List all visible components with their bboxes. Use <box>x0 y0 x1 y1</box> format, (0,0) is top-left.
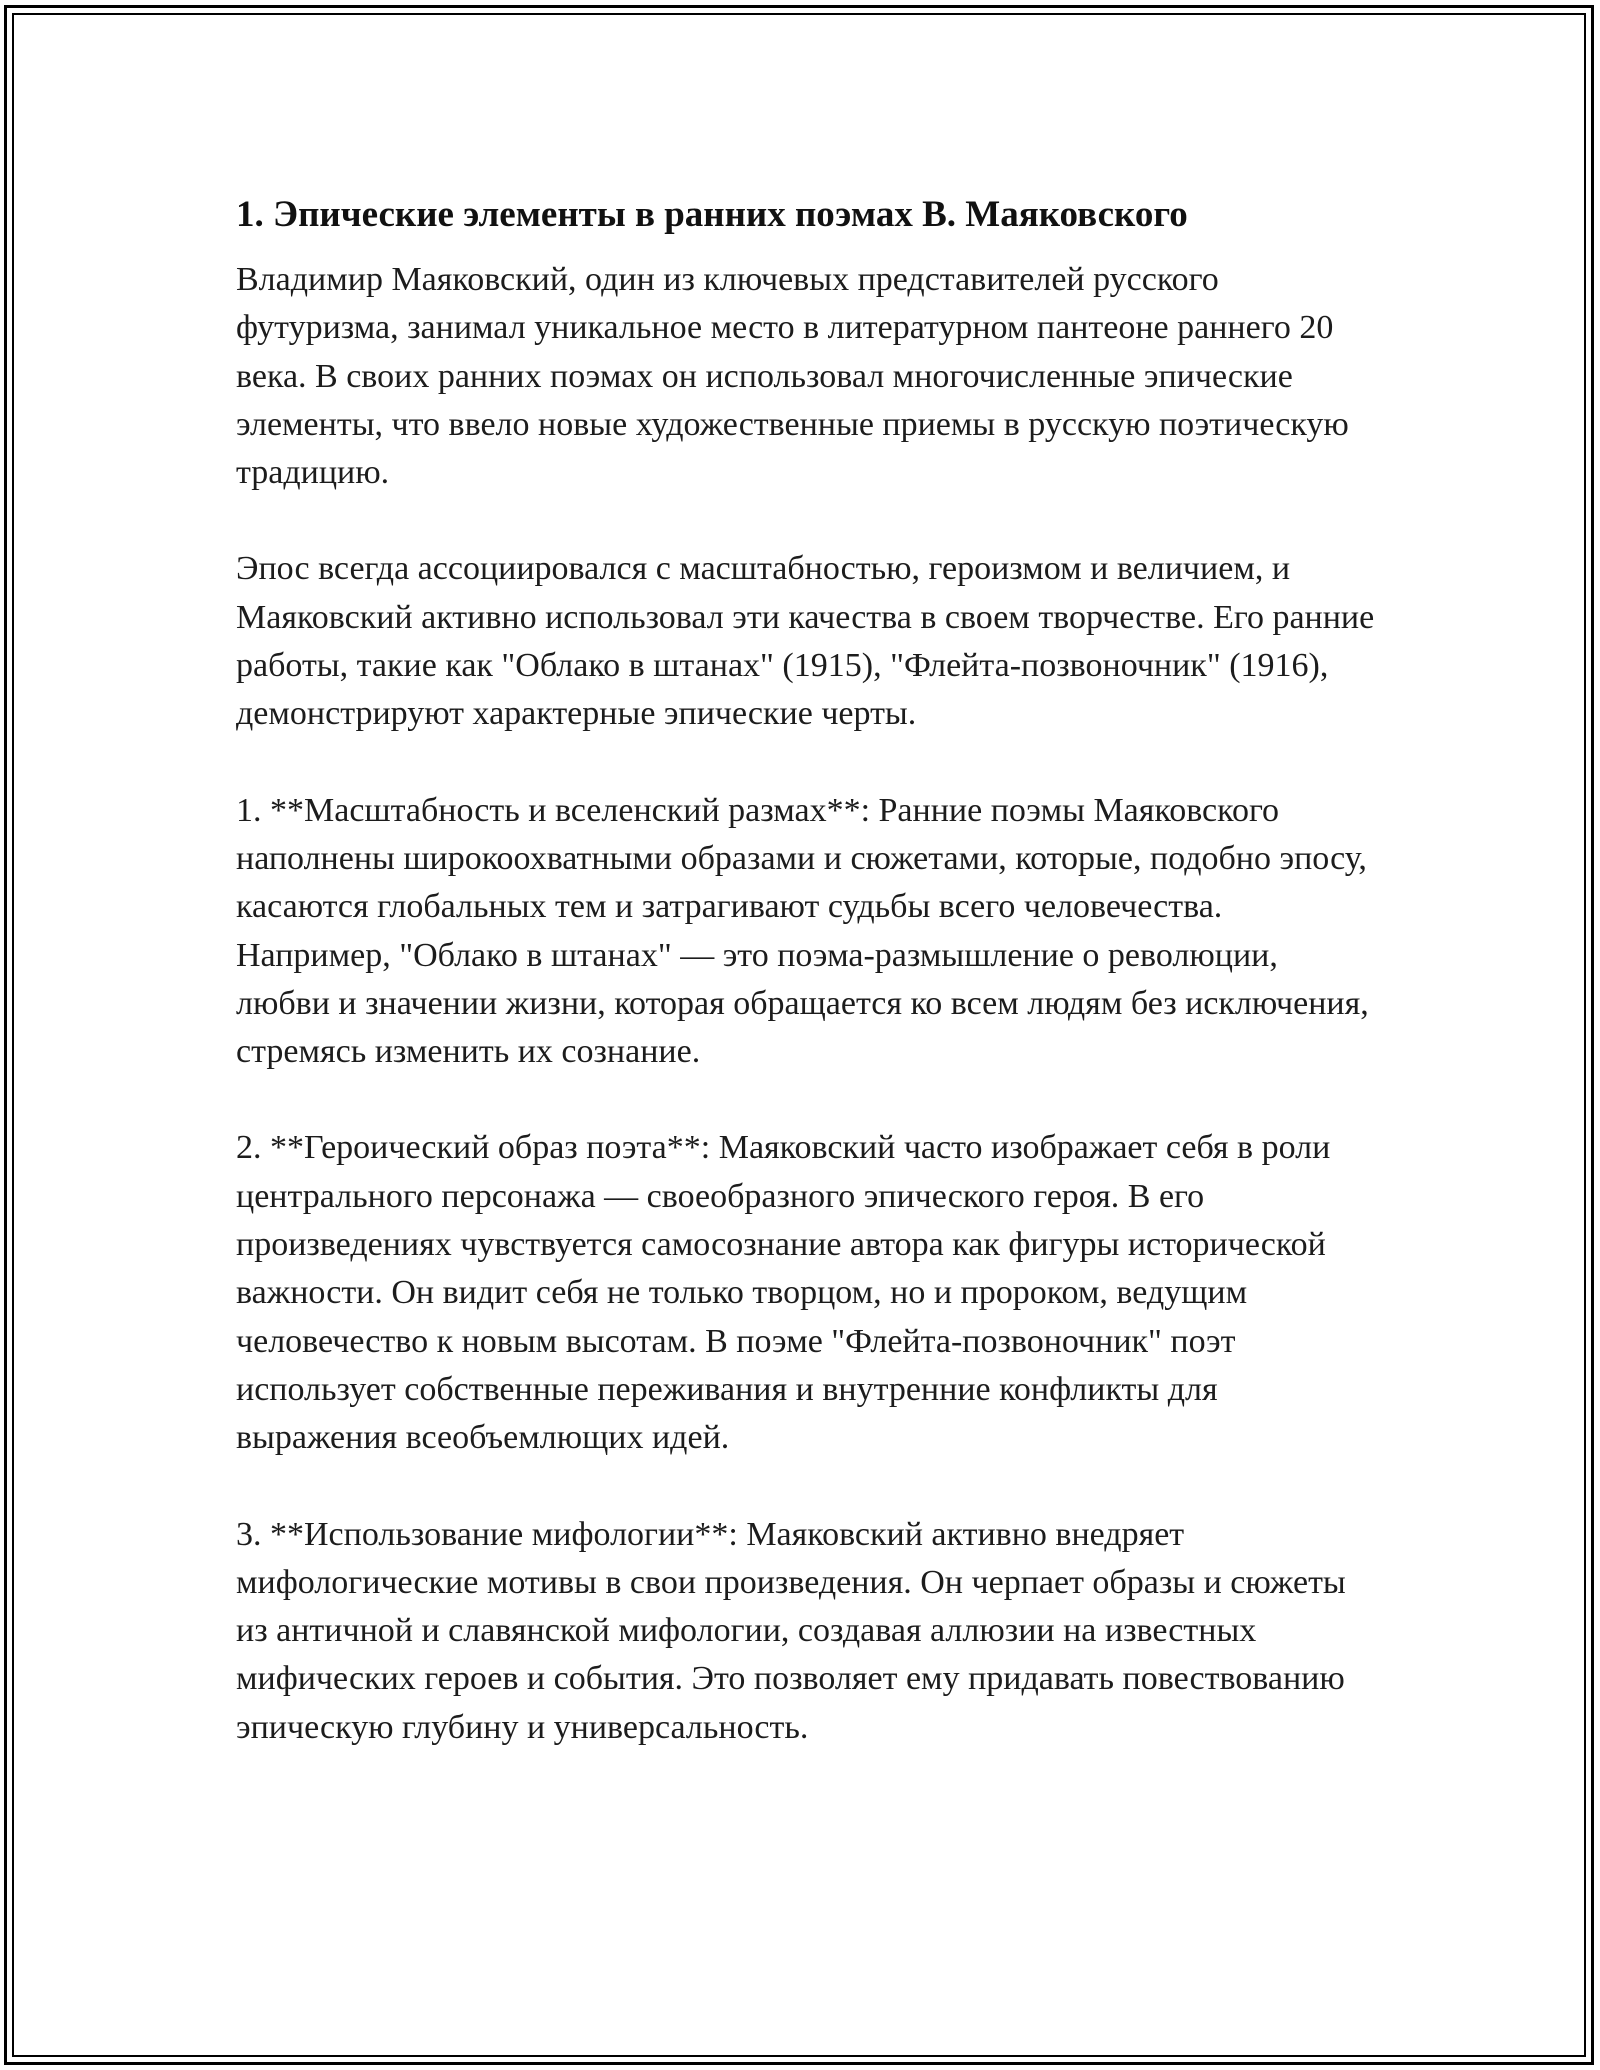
paragraph-epos: Эпос всегда ассоциировался с масштабностью, героизмом и величием, и Маяковский активно использовал эти качества в своем творчестве. Его ранние работы, такие как "Облако в штанах" (1915), "Флейта-позвоночник" (1916), демонстрируют характерные эпические черты. <box>236 550 1375 733</box>
paragraph-point-hero: 2. **Героический образ поэта**: Маяковский часто изображает себя в роли центрального персонажа — своеобразного эпического героя. В его произведениях чувствуется самосознание автора как фигуры исторической важности. Он видит себя не только творцом, но и пророком, ведущим человечество к новым высотам. В поэме "Флейта-позвоночник" поэт использует собственные переживания и внутренние конфликты для выражения всеобъемлющих идей. <box>236 1129 1331 1457</box>
paragraph-point-scale: 1. **Масштабность и вселенский размах**: Ранние поэмы Маяковского наполнены широкоохватными образами и сюжетами, которые, подобно эпосу, касаются глобальных тем и затрагивают судьбы всего человечества. Например, "Облако в штанах" — это поэма-размышление о революции, любви и значении жизни, которая обращается ко всем людям без исключения, стремясь изменить их сознание. <box>236 791 1369 1071</box>
paragraph-intro: Владимир Маяковский, один из ключевых представителей русского футуризма, занимал уникальное место в литературном пантеоне раннего 20 века. В своих ранних поэмах он использовал многочисленные эпические элементы, что ввело новые художественные приемы в русскую поэтическую традицию. <box>236 261 1349 492</box>
document-title: 1. Эпические элементы в ранних поэмах В. Маяковского <box>236 194 1188 235</box>
document-body <box>236 186 1376 1752</box>
paragraph-point-mythology: 3. **Использование мифологии**: Маяковский активно внедряет мифологические мотивы в свои произведения. Он черпает образы и сюжеты из античной и славянской мифологии, создавая аллюзии на известных мифических героев и события. Это позволяет ему придавать повествованию эпическую глубину и универсальность. <box>236 1515 1346 1746</box>
